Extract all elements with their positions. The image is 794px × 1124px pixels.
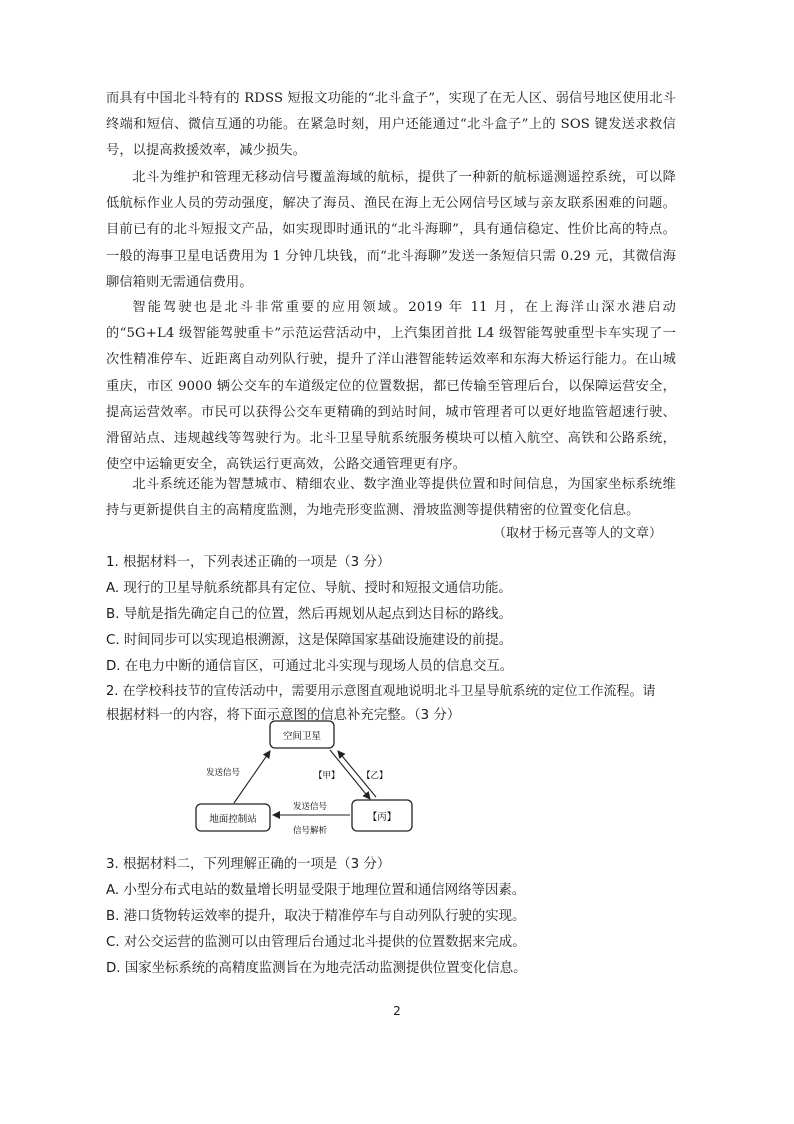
- unknown-bing-label: 【丙】: [367, 812, 397, 823]
- space-satellite-label: 空间卫星: [282, 731, 322, 742]
- question-1-option-c: C. 时间同步可以实现追根溯源，这是保障国家基础设施建设的前提。: [106, 633, 513, 648]
- send-signal-label-bottom: 发送信号: [293, 802, 328, 812]
- question-3-option-a: A. 小型分布式电站的数量增长明显受限于地理位置和通信网络等因素。: [106, 883, 526, 898]
- question-3-stem: 3. 根据材料二，下列理解正确的一项是（3 分）: [106, 857, 391, 872]
- question-2-stem-line-1: 2. 在学校科技节的宣传活动中，需要用示意图直观地说明北斗卫星导航系统的定位工作流程。请: [106, 684, 656, 699]
- question-1-stem: 1. 根据材料一，下列表述正确的一项是（3 分）: [106, 555, 391, 570]
- question-3-option-d: D. 国家坐标系统的高精度监测旨在为地壳活动监测提供位置变化信息。: [106, 961, 527, 976]
- passage-paragraph-2: 北斗为维护和管理无移动信号覆盖海域的航标，提供了一种新的航标遥测遥控系统，可以降低航标作业人员的劳动强度，解决了海员、渔民在海上无公网信号区域与亲友联系困难的问题。目前已有的北斗短报文产品，如实现即时通讯的“北斗海聊”，具有通信稳定、性价比高的特点。一般的海事卫星电话费用为 1 分钟几块钱，而“北斗海聊”发送一条短信只需 0.29 元，其微信海聊信箱则无需通信费用。: [106, 170, 676, 290]
- ground-control-station-label: 地面控制站: [209, 814, 257, 825]
- question-3-option-b: B. 港口货物转运效率的提升，取决于精准停车与自动列队行驶的实现。: [106, 909, 526, 924]
- passage-paragraph-1: 而具有中国北斗特有的 RDSS 短报文功能的“北斗盒子”，实现了在无人区、弱信号地区使用北斗终端和短信、微信互通的功能。在紧急时刻，用户还能通过“北斗盒子”上的 SOS 键发送求救信号，以提高救援效率，减少损失。: [106, 91, 676, 159]
- passage-paragraph-4: 北斗系统还能为智慧城市、精细农业、数字渔业等提供位置和时间信息，为国家坐标系统维持与更新提供自主的高精度监测，为地壳形变监测、滑坡监测等提供精密的位置变化信息。: [106, 477, 676, 519]
- question-1-option-a: A. 现行的卫星导航系统都具有定位、导航、授时和短报文通信功能。: [106, 581, 512, 596]
- signal-analysis-label: 信号解析: [293, 826, 328, 836]
- page-number: 2: [393, 1004, 401, 1018]
- positioning-flow-diagram: [190, 718, 430, 842]
- passage-source: （取材于杨元喜等人的文章）: [492, 526, 662, 541]
- label-yi: 【乙】: [362, 771, 388, 781]
- send-signal-label-left: 发送信号: [206, 768, 241, 778]
- question-1-option-b: B. 导航是指先确定自己的位置，然后再规划从起点到达目标的路线。: [106, 607, 513, 622]
- question-2-stem-line-2: 根据材料一的内容，将下面示意图的信息补充完整。（3 分）: [106, 708, 461, 723]
- question-3-option-c: C. 对公交运营的监测可以由管理后台通过北斗提供的位置数据来完成。: [106, 935, 526, 950]
- label-jia: 【甲】: [314, 771, 340, 781]
- question-1-option-d: D. 在电力中断的通信盲区，可通过北斗实现与现场人员的信息交互。: [106, 659, 514, 674]
- passage-paragraph-3: 智能驾驶也是北斗非常重要的应用领域。2019 年 11 月，在上海洋山深水港启动的“5G+L4 级智能驾驶重卡”示范运营活动中，上汽集团首批 L4 级智能驾驶重型卡车实现了一次性精准停车、近距离自动列队行驶，提升了洋山港智能转运效率和东海大桥运行能力。在山城重庆，市区 9000 辆公交车的车道级定位的位置数据，都已传输至管理后台，以保障运营安全，提高运营效率。市民可以获得公交车更精确的到站时间，城市管理者可以更好地监管超速行驶、滑留站点、违规越线等驾驶行为。北斗卫星导航系统服务模块可以植入航空、高铁和公路系统，使空中运输更安全，高铁运行更高效，公路交通管理更有序。: [106, 300, 676, 473]
